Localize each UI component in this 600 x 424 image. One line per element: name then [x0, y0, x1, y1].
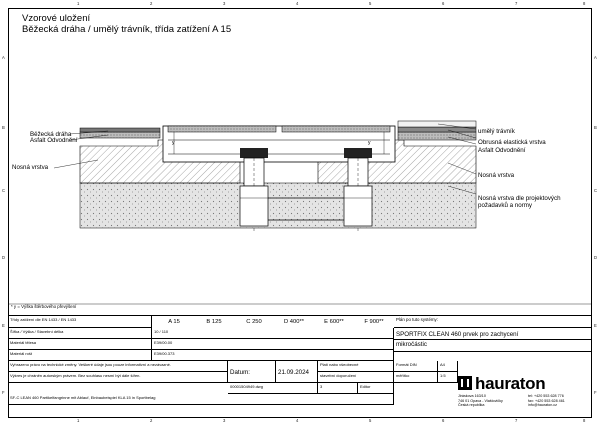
grate-material-value: E39/00.373 — [152, 350, 394, 361]
company-address — [458, 394, 503, 408]
column-mark: 3 — [223, 418, 226, 423]
bottom-caption: SF-C LEAN 460 Partikelfangrinne mit Ablauf, Einbaubeispiel KLA 15 in Sportbelag — [8, 394, 394, 405]
dimension-label-y: y — [368, 140, 371, 146]
address-line: Česká republika — [458, 403, 485, 408]
title-block — [8, 315, 592, 418]
date-value: 21.09.2024 — [276, 361, 318, 383]
revision: 3 — [318, 383, 358, 394]
load-class: C 250 — [246, 319, 262, 325]
artificial-turf-layer — [398, 121, 476, 127]
column-mark: 5 — [369, 418, 372, 423]
outlet-pipe-left — [244, 158, 264, 186]
row-mark: A — [2, 55, 5, 60]
title-line-1: Vzorové uložení — [22, 13, 91, 24]
row-mark: D — [2, 255, 6, 260]
callout-drainage-asphalt-left: Asfalt Odvodnění — [30, 137, 78, 144]
load-class: A 15 — [168, 319, 180, 325]
asphalt-right — [398, 132, 476, 140]
column-mark: 6 — [442, 1, 445, 6]
callout-drainage-asphalt-right: Asfalt Odvodnění — [478, 147, 526, 154]
plan-for-label: Plán po tuto systémy: — [394, 316, 592, 328]
row-mark: B — [2, 125, 5, 130]
callout-artificial-turf: umělý trávník — [478, 128, 515, 135]
date-label: Datum: — [228, 361, 276, 383]
address-line: Jiráskova 163/10 — [458, 394, 486, 398]
grate-material-label: Materiál rošt — [8, 350, 152, 361]
pipe-left — [240, 186, 268, 226]
bearing-layer-deep — [80, 183, 476, 228]
file-name: 00001504949.dwg — [228, 383, 318, 394]
column-mark: 1 — [77, 1, 80, 6]
product-line-1: SPORTFIX CLEAN 460 prvek pro zachycení — [394, 328, 592, 340]
fax: fax: +420 553 628 461 — [528, 398, 565, 403]
phone: tel: +420 553 628 776 — [528, 394, 564, 398]
grate-left — [168, 126, 276, 132]
row-mark: E — [2, 323, 5, 328]
callout-elastic-layer: Obrusná elastická vrstva — [478, 139, 546, 146]
legal-note-2: Výkres je chráněn autorským právem. Bez souhlasu nesmí být dále šířen. — [8, 372, 228, 383]
dimension-label-y: y — [172, 140, 175, 146]
column-mark: 2 — [150, 418, 153, 423]
row-mark: C — [2, 188, 6, 193]
column-mark: 8 — [583, 418, 586, 423]
load-class: F 900** — [364, 319, 384, 325]
running-track-layer — [80, 128, 160, 132]
column-mark: 7 — [515, 1, 518, 6]
title-line-2: Běžecká dráha / umělý trávník, třída zatížení A 15 — [22, 24, 232, 35]
grate-right — [282, 126, 390, 132]
callout-bearing-layer-left: Nosná vrstva — [12, 164, 49, 171]
body-material-value: E39/00.00 — [152, 339, 394, 350]
row-mark: F — [594, 390, 597, 395]
scale-value: 1:5 — [438, 372, 458, 383]
format-value: A4 — [438, 361, 458, 372]
email: info@hauraton.cz — [528, 403, 557, 408]
hauraton-logo-icon — [458, 376, 472, 390]
company-logo-text: hauraton — [475, 374, 546, 393]
column-mark: 7 — [515, 418, 518, 423]
row-mark: B — [594, 125, 597, 130]
callout-bearing-layer-right: Nosná vrstva — [478, 172, 515, 179]
width-height-label: Šířka / Výška / Stavební délka — [8, 328, 152, 339]
column-mark: 1 — [77, 418, 80, 423]
footnote: * y = Výška štěrbového převýšení — [11, 304, 77, 309]
column-mark: 3 — [223, 1, 226, 6]
row-mark: D — [594, 255, 598, 260]
legal-note-1: Vyhrazeno právo na technické změny. Veškeré údaje jsou pouze informativní a nezávazné. — [8, 361, 228, 372]
cross-section-drawing — [8, 8, 592, 315]
load-class: B 125 — [206, 319, 222, 325]
column-mark: 8 — [583, 1, 586, 6]
outlet-top-right — [344, 148, 372, 158]
row-mark: F — [2, 390, 5, 395]
scale-label: měřítko — [394, 372, 438, 383]
outlet-top-left — [240, 148, 268, 158]
elastic-layer — [398, 127, 476, 132]
load-class: D 400** — [284, 319, 304, 325]
format-label: Formát DIN — [394, 361, 438, 372]
company-contact — [528, 394, 565, 408]
pipe-right — [344, 186, 372, 226]
row-mark: E — [594, 323, 597, 328]
column-mark: 5 — [369, 1, 372, 6]
editor-label: Editor — [358, 383, 394, 394]
product-line-2: mikročástic — [394, 340, 592, 352]
plan-note-2: stavební doporučení — [318, 372, 394, 383]
load-class: E 600** — [324, 319, 344, 325]
width-height-value: 10 / 110 — [152, 328, 394, 339]
column-mark: 4 — [296, 1, 299, 6]
row-mark: C — [594, 188, 598, 193]
plan-note-1: Platí nabo všeobecné — [318, 361, 394, 372]
column-mark: 6 — [442, 418, 445, 423]
column-mark: 4 — [296, 418, 299, 423]
row-mark: A — [594, 55, 597, 60]
address-line: 746 01 Opava - Vlaštovičky — [458, 398, 503, 403]
callout-running-track: Běžecká dráha — [30, 131, 72, 138]
callout-bearing-layer-project: Nosná vrstva dle projektových — [478, 195, 561, 202]
body-material-label: Materiál tělesa — [8, 339, 152, 350]
callout-bearing-layer-project: požadavků a normy — [478, 202, 532, 209]
column-mark: 2 — [150, 1, 153, 6]
standard-label: Třídy zatížení dle EN 1433 / EN 1433 — [8, 316, 152, 328]
outlet-pipe-right — [348, 158, 368, 186]
